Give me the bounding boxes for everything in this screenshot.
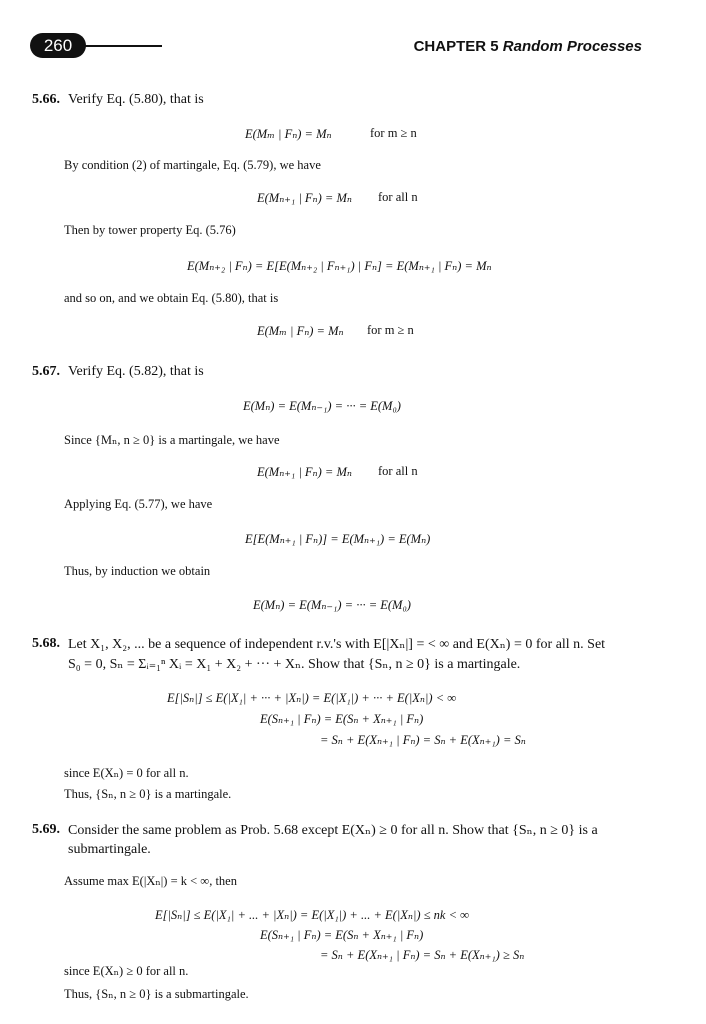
problem-statement: S₀ = 0, Sₙ = Σᵢ₌₁ⁿ Xᵢ = X₁ + X₂ + ··· + Xₙ. Show that {Sₙ, n ≥ 0} is a martingale. (68, 657, 521, 672)
problem-number: 5.69. (32, 822, 60, 837)
equation: E(Sₙ₊₁ | Fₙ) = E(Sₙ + Xₙ₊₁ | Fₙ) (260, 928, 424, 942)
equation: E(Mₘ | Fₙ) = Mₙ (245, 127, 332, 141)
equation: E(Mₘ | Fₙ) = Mₙ (257, 324, 344, 338)
equation: = Sₙ + E(Xₙ₊₁ | Fₙ) = Sₙ + E(Xₙ₊₁) ≥ Sₙ (320, 948, 525, 962)
proof-text: and so on, and we obtain Eq. (5.80), that is (64, 291, 279, 305)
equation-condition: for all n (378, 190, 418, 204)
proof-text: Thus, {Sₙ, n ≥ 0} is a submartingale. (64, 987, 249, 1001)
proof-text: Applying Eq. (5.77), we have (64, 497, 213, 511)
equation: E(Sₙ₊₁ | Fₙ) = E(Sₙ + Xₙ₊₁ | Fₙ) (260, 712, 424, 726)
equation: E(Mₙ₊₂ | Fₙ) = E[E(Mₙ₊₂ | Fₙ₊₁) | Fₙ] = E(Mₙ₊₁ | Fₙ) = Mₙ (187, 259, 492, 273)
problem-statement: submartingale. (68, 842, 151, 857)
problem-statement: Let X₁, X₂, ... be a sequence of independent r.v.'s with E[|Xₙ|] = < ∞ and E(Xₙ) = 0 for all n. Set (68, 637, 606, 652)
equation: E[E(Mₙ₊₁ | Fₙ)] = E(Mₙ₊₁) = E(Mₙ) (245, 532, 431, 546)
proof-text: since E(Xₙ) ≥ 0 for all n. (64, 964, 189, 978)
equation: E(Mₙ) = E(Mₙ₋₁) = ··· = E(M₀) (243, 399, 401, 413)
proof-text: Thus, {Sₙ, n ≥ 0} is a martingale. (64, 787, 232, 801)
chapter-heading (414, 38, 642, 55)
chapter-label: CHAPTER 5 (413, 38, 499, 55)
equation: E(Mₙ₊₁ | Fₙ) = Mₙ (257, 191, 352, 205)
proof-text: By condition (2) of martingale, Eq. (5.79), we have (64, 158, 321, 172)
problem-statement: Verify Eq. (5.80), that is (68, 92, 204, 107)
proof-text: since E(Xₙ) = 0 for all n. (64, 766, 189, 780)
header-rule (84, 45, 162, 47)
equation: E(Mₙ₊₁ | Fₙ) = Mₙ (257, 465, 352, 479)
proof-text: Then by tower property Eq. (5.76) (64, 223, 236, 237)
proof-text: Assume max E(|Xₙ|) = k < ∞, then (64, 874, 237, 888)
problem-statement: Consider the same problem as Prob. 5.68 except E(Xₙ) ≥ 0 for all n. Show that {Sₙ, n ≥ 0} is a (68, 823, 598, 838)
equation-condition: for m ≥ n (370, 126, 417, 140)
problem-number: 5.67. (32, 364, 60, 379)
chapter-title: Random Processes (502, 38, 642, 55)
equation: E[|Sₙ|] ≤ E(|X₁| + ... + |Xₙ|) = E(|X₁|) + ... + E(|Xₙ|) ≤ nk < ∞ (155, 908, 470, 922)
proof-text: Since {Mₙ, n ≥ 0} is a martingale, we have (64, 433, 280, 447)
equation: E(Mₙ) = E(Mₙ₋₁) = ··· = E(M₀) (253, 598, 411, 612)
problem-number: 5.66. (32, 92, 60, 107)
problem-statement: Verify Eq. (5.82), that is (68, 364, 204, 379)
equation: E[|Sₙ|] ≤ E(|X₁| + ··· + |Xₙ|) = E(|X₁|) + ··· + E(|Xₙ|) < ∞ (167, 691, 457, 705)
equation-condition: for all n (378, 464, 418, 478)
problem-number: 5.68. (32, 636, 60, 651)
page-number: 260 (30, 33, 86, 58)
equation-condition: for m ≥ n (367, 323, 414, 337)
proof-text: Thus, by induction we obtain (64, 564, 211, 578)
equation: = Sₙ + E(Xₙ₊₁ | Fₙ) = Sₙ + E(Xₙ₊₁) = Sₙ (320, 733, 526, 747)
